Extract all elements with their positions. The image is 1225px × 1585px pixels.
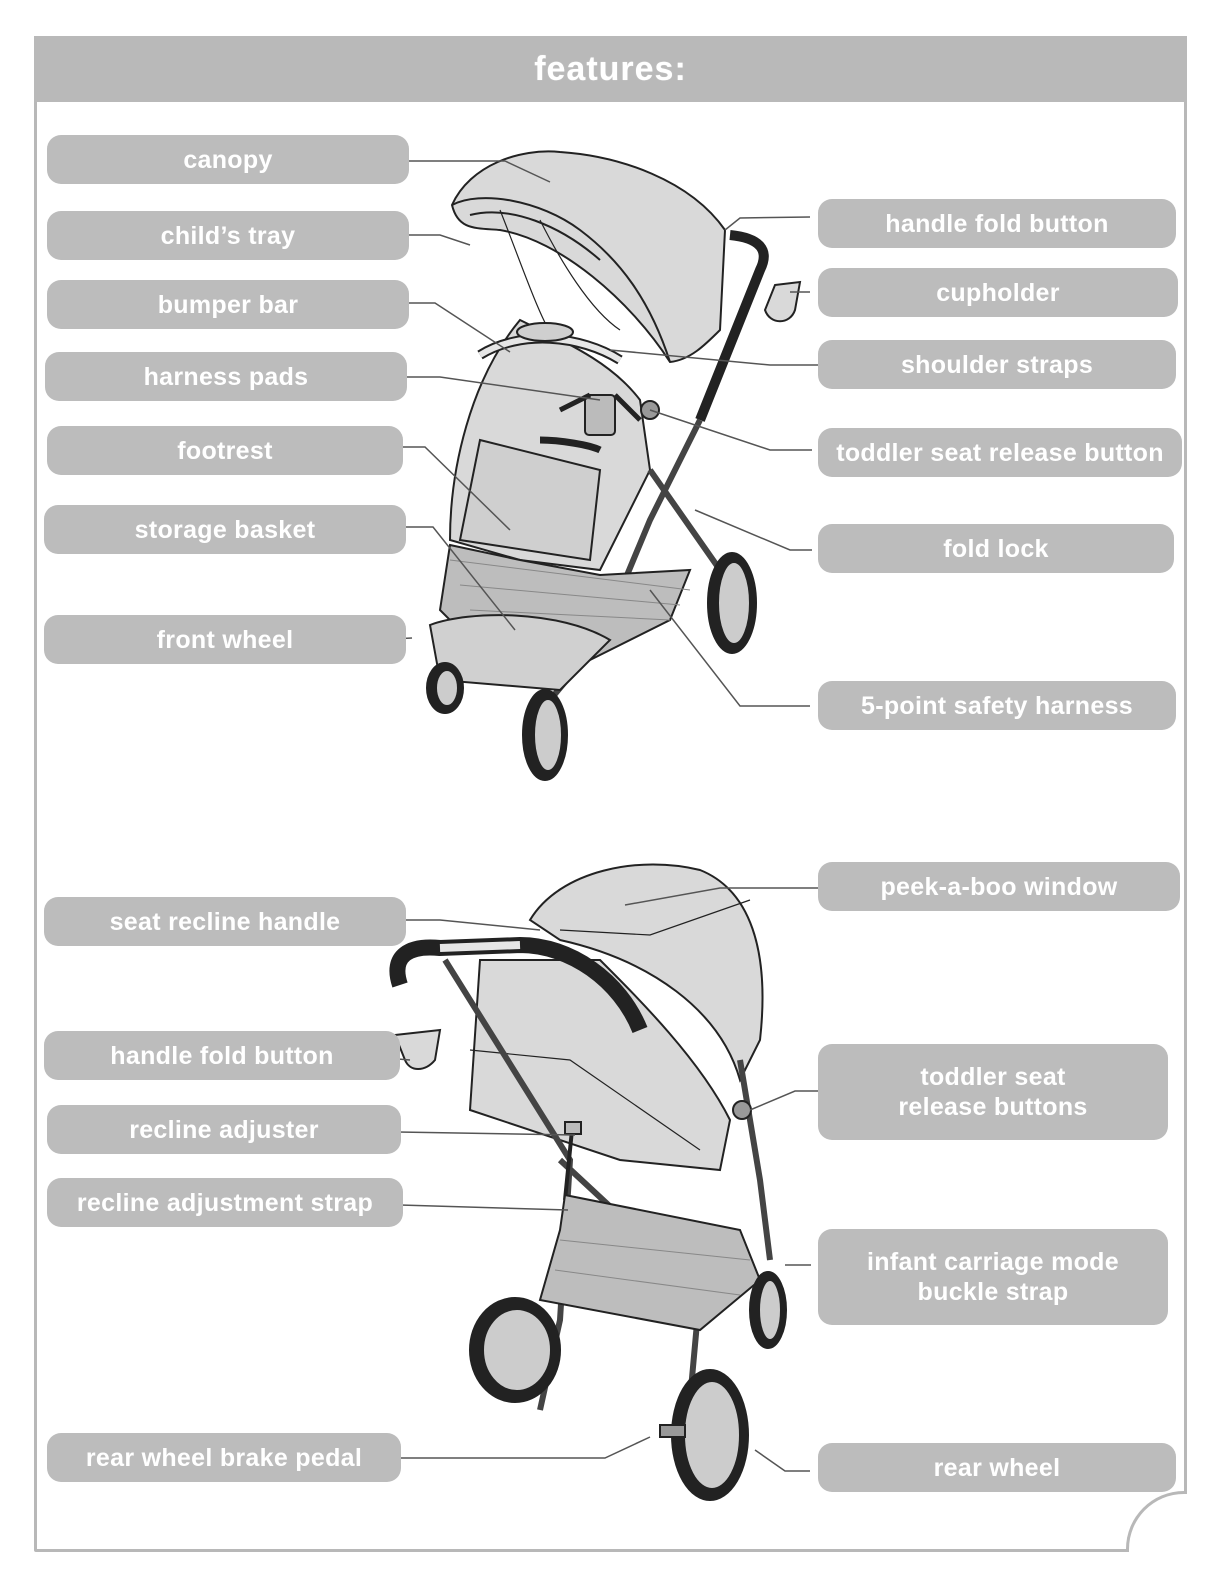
label-rear-wheel-brake-pedal: rear wheel brake pedal <box>47 1433 401 1482</box>
rear-wheel-top <box>708 553 756 653</box>
label-infant-carriage-line1: infant carriage mode <box>867 1248 1119 1276</box>
label-5-point-safety-harness: 5-point safety harness <box>818 681 1176 730</box>
label-rear-wheel: rear wheel <box>818 1443 1176 1492</box>
front-wheel-left <box>427 663 463 713</box>
rear-small-wheel <box>750 1272 786 1348</box>
label-peek-a-boo-window: peek-a-boo window <box>818 862 1180 911</box>
childs-tray-shape <box>517 323 573 341</box>
label-toddler-seat-release-buttons-line2: release buttons <box>898 1093 1088 1121</box>
features-title: features: <box>534 49 687 88</box>
label-footrest: footrest <box>47 426 403 475</box>
label-seat-recline-handle: seat recline handle <box>44 897 406 946</box>
canopy-shape <box>452 151 725 362</box>
label-canopy: canopy <box>47 135 409 184</box>
label-cupholder: cupholder <box>818 268 1178 317</box>
label-bumper-bar: bumper bar <box>47 280 409 329</box>
label-shoulder-straps: shoulder straps <box>818 340 1176 389</box>
label-recline-adjustment-strap: recline adjustment strap <box>47 1178 403 1227</box>
label-storage-basket: storage basket <box>44 505 406 554</box>
rear-left-wheel <box>470 1298 560 1402</box>
stroller-front-view <box>427 151 800 780</box>
label-recline-adjuster: recline adjuster <box>47 1105 401 1154</box>
label-front-wheel: front wheel <box>44 615 406 664</box>
label-toddler-seat-release-buttons <box>818 1044 1168 1140</box>
brake-pedal-shape <box>660 1425 685 1437</box>
label-harness-pads: harness pads <box>45 352 407 401</box>
label-handle-fold-button: handle fold button <box>818 199 1176 248</box>
label-infant-carriage-mode-buckle-strap <box>818 1229 1168 1325</box>
front-wheel-right <box>523 690 567 780</box>
cupholder-shape <box>765 282 800 321</box>
label-toddler-seat-release-buttons-line1: toddler seat <box>920 1063 1066 1091</box>
stroller-rear-view <box>395 864 786 1500</box>
label-infant-carriage-line2: buckle strap <box>917 1278 1069 1306</box>
label-handle-fold-button-rear: handle fold button <box>44 1031 400 1080</box>
label-toddler-seat-release-button: toddler seat release button <box>818 428 1182 477</box>
label-childs-tray: child’s tray <box>47 211 409 260</box>
label-fold-lock: fold lock <box>818 524 1174 573</box>
rear-basket-shape <box>540 1195 760 1330</box>
